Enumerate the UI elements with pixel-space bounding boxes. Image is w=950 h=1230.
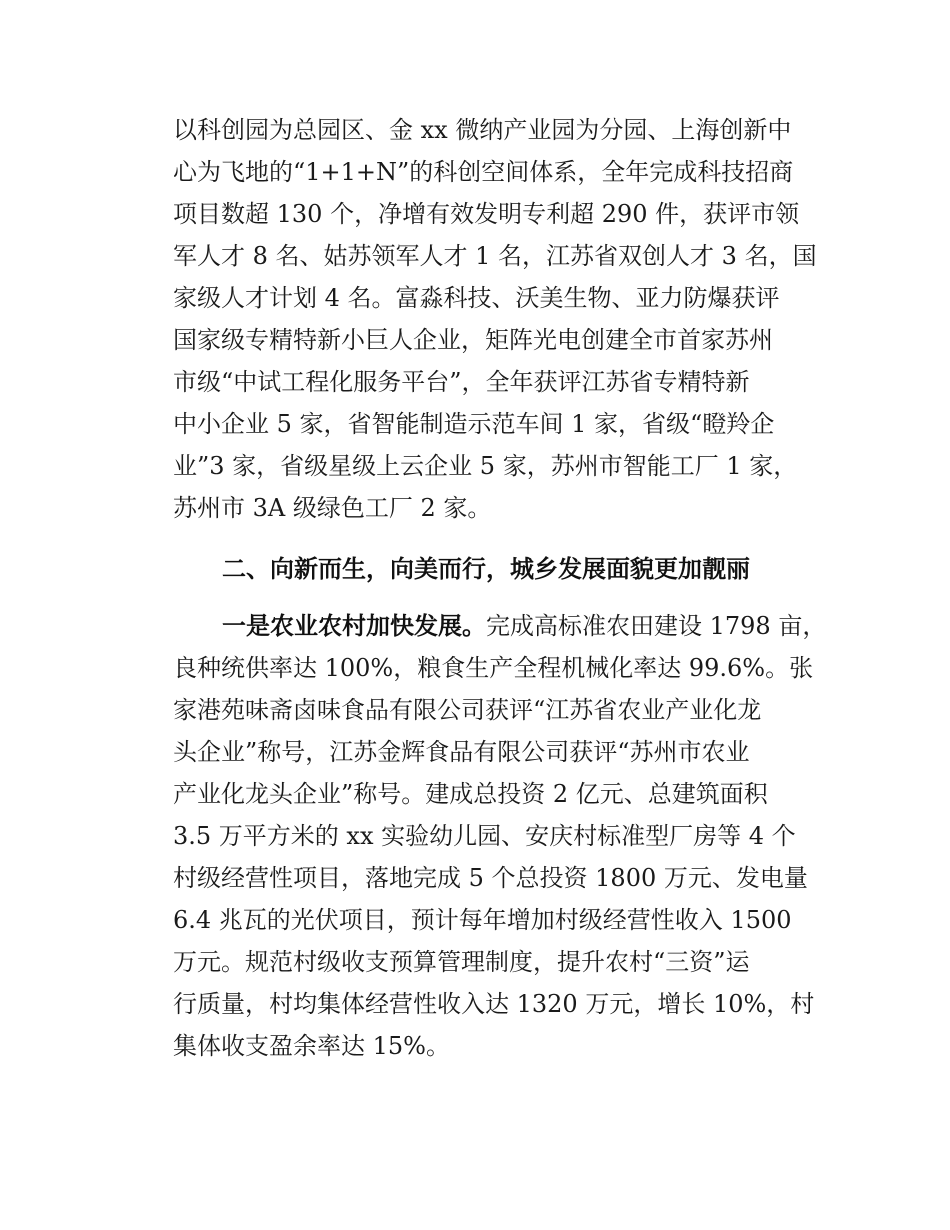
text-line: 良种统供率达 100%，粮食生产全程机械化率达 99.6%。张 bbox=[173, 654, 814, 682]
text-line: 行质量，村均集体经营性收入达 1320 万元，增长 10%，村 bbox=[173, 990, 815, 1018]
text-line: 中小企业 5 家，省智能制造示范车间 1 家，省级“瞪羚企 bbox=[173, 410, 775, 438]
text-line: 军人才 8 名、姑苏领军人才 1 名，江苏省双创人才 3 名，国 bbox=[173, 242, 817, 270]
paragraph-lead: 一是农业农村加快发展。 bbox=[222, 612, 486, 640]
text-line: 3.5 万平方米的 xx 实验幼儿园、安庆村标准型厂房等 4 个 bbox=[173, 822, 796, 850]
text-line: 头企业”称号，江苏金辉食品有限公司获评“苏州市农业 bbox=[173, 738, 750, 766]
text-line: 产业化龙头企业”称号。建成总投资 2 亿元、总建筑面积 bbox=[173, 780, 768, 808]
text-line: 家港苑味斋卤味食品有限公司获评“江苏省农业产业化龙 bbox=[173, 696, 762, 724]
text-line: 家级人才计划 4 名。富淼科技、沃美生物、亚力防爆获评 bbox=[173, 284, 780, 312]
text-line: 项目数超 130 个，净增有效发明专利超 290 件，获评市领 bbox=[173, 200, 800, 228]
first-line-rest: 完成高标准农田建设 1798 亩， bbox=[486, 612, 827, 640]
text-line: 村级经营性项目，落地完成 5 个总投资 1800 万元、发电量 bbox=[173, 864, 808, 892]
text-line-first bbox=[173, 605, 827, 647]
text-line: 市级“中试工程化服务平台”，全年获评江苏省专精特新 bbox=[173, 368, 750, 396]
section-heading: 二、向新而生，向美而行，城乡发展面貌更加靓丽 bbox=[222, 555, 750, 583]
paragraph-agriculture bbox=[173, 605, 827, 1067]
paragraph-tech-innovation bbox=[173, 109, 817, 529]
text-line: 苏州市 3A 级绿色工厂 2 家。 bbox=[173, 494, 492, 522]
text-line: 以科创园为总园区、金 xx 微纳产业园为分园、上海创新中 bbox=[173, 116, 792, 144]
text-line: 6.4 兆瓦的光伏项目，预计每年增加村级经营性收入 1500 bbox=[173, 906, 792, 934]
text-line: 心为飞地的“1+1+N”的科创空间体系，全年完成科技招商 bbox=[173, 158, 794, 186]
text-line: 万元。规范村级收支预算管理制度，提升农村“三资”运 bbox=[173, 948, 750, 976]
text-line: 集体收支盈余率达 15%。 bbox=[173, 1032, 450, 1060]
text-line: 业”3 家，省级星级上云企业 5 家，苏州市智能工厂 1 家， bbox=[173, 452, 798, 480]
text-line: 国家级专精特新小巨人企业，矩阵光电创建全市首家苏州 bbox=[173, 326, 773, 354]
